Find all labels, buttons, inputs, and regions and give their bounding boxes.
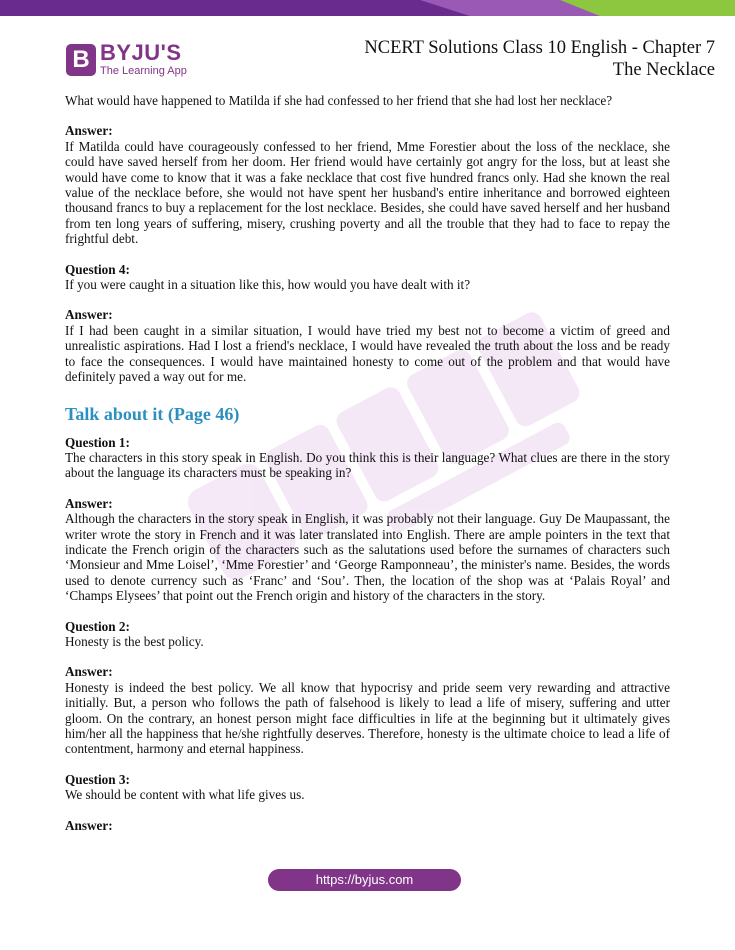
logo-badge: [66, 44, 96, 76]
answer-text: Honesty is indeed the best policy. We all know that hypocrisy and pride seem very rewarding and attractive initially. But, a person who follows the path of falsehood is likely to lead a life of misery, suffering and utter gloom. On the contrary, an honest person might face difficulties in life at the beginning but it ultimately gives him/her all the happiness that he/she rightfully deserves. Therefore, honesty is the ultimate choice to lead a life of contentment, harmony and eternal happiness.: [65, 679, 670, 757]
logo-letter: B: [72, 46, 90, 73]
brand-logo: [66, 42, 187, 78]
brand-tagline: The Learning App: [100, 65, 187, 77]
question-label: Question 1:: [65, 434, 130, 450]
answer-label: Answer:: [65, 123, 113, 139]
page-header-title: [364, 37, 715, 81]
question-label: Question 2:: [65, 618, 130, 634]
header-title-line2: The Necklace: [612, 60, 715, 80]
answer-text: Although the characters in the story speak in English, it was probably not their language. Guy De Maupassant, the writer wrote the story in French and it was later translated into English. There are ample pointers in the text that indicate the French origin of the characters such as the salutations used before the surnames of characters such ‘Monsieur and Mme Loisel’, ‘Mme Forestier’ and ‘George Ramponneau’, the minister's name. Besides, the words used to denote currency such as ‘Franc’ and ‘Sou’. Then, the location of the shop was at ‘Palais Royal’ and ‘Champs Elysees’ that point out the French origin and history of the characters in the story.: [65, 511, 670, 604]
answer-label: Answer:: [65, 495, 113, 511]
question-text: The characters in this story speak in English. Do you think this is their language? What clues are there in the story about the language its characters must be speaking in?: [65, 449, 670, 481]
question-label: Question 3:: [65, 771, 130, 787]
question-text: Honesty is the best policy.: [65, 633, 204, 649]
top-decorative-bar: [0, 0, 735, 16]
question-text: If you were caught in a situation like this, how would you have dealt with it?: [65, 277, 471, 293]
answer-label: Answer:: [65, 664, 113, 680]
question-text: We should be content with what life gives us.: [65, 787, 305, 803]
question-label: Question 4:: [65, 261, 130, 277]
answer-label: Answer:: [65, 307, 113, 323]
header-title-line1: NCERT Solutions Class 10 English - Chapter 7: [364, 38, 715, 58]
answer-text: If I had been caught in a similar situation, I would have tried my best not to become a victim of greed and unrealistic aspirations. Had I lost a friend's necklace, I would have revealed the truth about the loss and be ready to face the consequences. I would have maintained honesty to come out of the problem and that would have definitely paved a way out for me.: [65, 322, 670, 385]
footer-url-link[interactable]: https://byjus.com: [268, 869, 461, 891]
section-heading: Talk about it (Page 46): [65, 403, 240, 424]
brand-name: BYJU'S: [100, 40, 182, 65]
answer-label: Answer:: [65, 817, 113, 833]
document-body: [65, 93, 670, 833]
intro-question-text: What would have happened to Matilda if she had confessed to her friend that she had lost her necklace?: [65, 93, 613, 108]
answer-text: If Matilda could have courageously confessed to her friend, Mme Forestier about the loss of the necklace, she could have saved herself from her doom. Her friend would have certainly got angry for the loss, but at least she would have come to know that it was a fake necklace that cost five hundred francs only. Had she known the real value of the necklace before, she would not have spent her husband's entire inheritance and borrowed eighteen thousand francs to buy a replacement for the lost necklace. Besides, she could have saved herself and her husband from ten long years of suffering, misery, crushing poverty and all the trouble that they had to face to repay the frightful debt.: [65, 138, 670, 247]
